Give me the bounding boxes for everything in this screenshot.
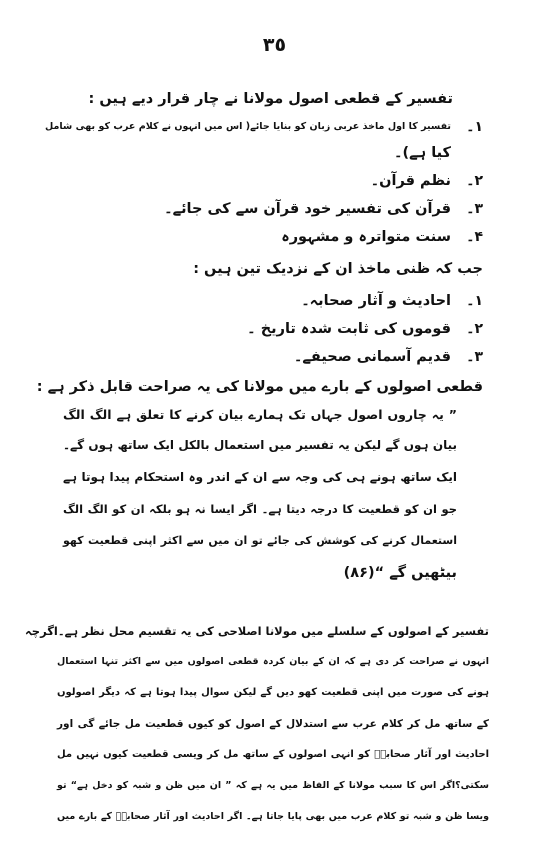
quote-line: ایک ساتھ ہونے ہی کی وجہ سے ان کے اندر وہ استحکام پیدا ہوتا ہے <box>63 470 457 484</box>
quote-line: بیان ہوں گے لیکن یہ تفسیر میں استعمال بالکل ایک ساتھ ہوں گے۔ <box>63 438 457 452</box>
list-item-line: نظم قرآن۔ <box>370 173 451 189</box>
paragraph-line: کے ساتھ مل کر کلام عرب سے استدلال کے اصول کو کیوں قطعیت مل جائے گی اور <box>57 718 489 730</box>
list-item-line: قوموں کی ثابت شدہ تاریخ ۔ <box>247 321 451 337</box>
list-number: ۱۔ <box>466 119 483 135</box>
quote-intro: قطعی اصولوں کے بارے میں مولانا کی یہ صراحت قابل ذکر ہے : <box>36 379 483 395</box>
speculative-intro: جب کہ ظنی ماخذ ان کے نزدیک تین ہیں : <box>193 261 483 277</box>
paragraph-line: ہونے کی صورت میں اپنی قطعیت کھو دیں گے لیکن سوال پیدا ہوتا ہے کہ دیگر اصولوں <box>57 687 489 698</box>
list-item-line: کیا ہے)۔ <box>394 145 451 161</box>
list-number: ۴۔ <box>466 229 483 245</box>
list-item-line: قدیم آسمانی صحیفے۔ <box>293 349 451 365</box>
intro-line: تفسیر کے قطعی اصول مولانا نے چار قرار دیے ہیں : <box>88 91 453 107</box>
list-item-line: احادیث و آثار صحابہ۔ <box>301 293 451 309</box>
paragraph-line: احادیث اور آثار صحابہؓ کو انہی اصولوں کے ساتھ مل کر ویسی قطعیت کیوں نہیں مل <box>57 749 489 760</box>
list-item-line: سنت متواترہ و مشہورہ <box>281 229 451 245</box>
list-item-line: تفسیر کا اول ماخذ عربی زبان کو بنایا جائے( اس میں انہوں نے کلام عرب کو بھی شامل <box>45 121 451 132</box>
list-number: ۲۔ <box>466 321 483 337</box>
paragraph-line: تفسیر کے اصولوں کے سلسلے میں مولانا اصلاحی کی یہ تقسیم محل نظر ہے۔اگرچہ <box>25 624 489 638</box>
quote-line: استعمال کرنے کی کوشش کی جائے تو ان میں سے اکثر اپنی قطعیت کھو <box>63 534 457 547</box>
quote-line: بیٹھیں گے “(۸۶) <box>343 565 457 581</box>
list-item-line: قرآن کی تفسیر خود قرآن سے کی جائے۔ <box>164 201 451 217</box>
paragraph-line: انہوں نے صراحت کر دی ہے کہ ان کے بیان کردہ قطعی اصولوں میں سے اکثر تنہا استعمال <box>57 656 489 667</box>
paragraph-line: سکتی؟اگر اس کا سبب مولانا کے الفاظ میں یہ ہے کہ ” ان میں ظن و شبہ کو دخل ہے“ تو <box>57 780 489 791</box>
quote-line: ” یہ چاروں اصول جہاں تک ہمارے بیان کرنے کا تعلق ہے الگ الگ <box>63 407 457 422</box>
list-number: ۱۔ <box>466 293 483 309</box>
quote-line: جو ان کو قطعیت کا درجہ دیتا ہے۔ اگر ایسا نہ ہو بلکہ ان کو الگ الگ <box>63 502 457 516</box>
list-number: ۳۔ <box>466 349 483 365</box>
list-number: ۲۔ <box>466 173 483 189</box>
page-number: ٣٥ <box>262 34 287 56</box>
paragraph-line: ویسا ظن و شبہ تو کلام عرب میں بھی پایا جاتا ہے۔ اگر احادیث اور آثار صحابہؓ کے بارے میں <box>57 811 489 822</box>
list-number: ۳۔ <box>466 201 483 217</box>
